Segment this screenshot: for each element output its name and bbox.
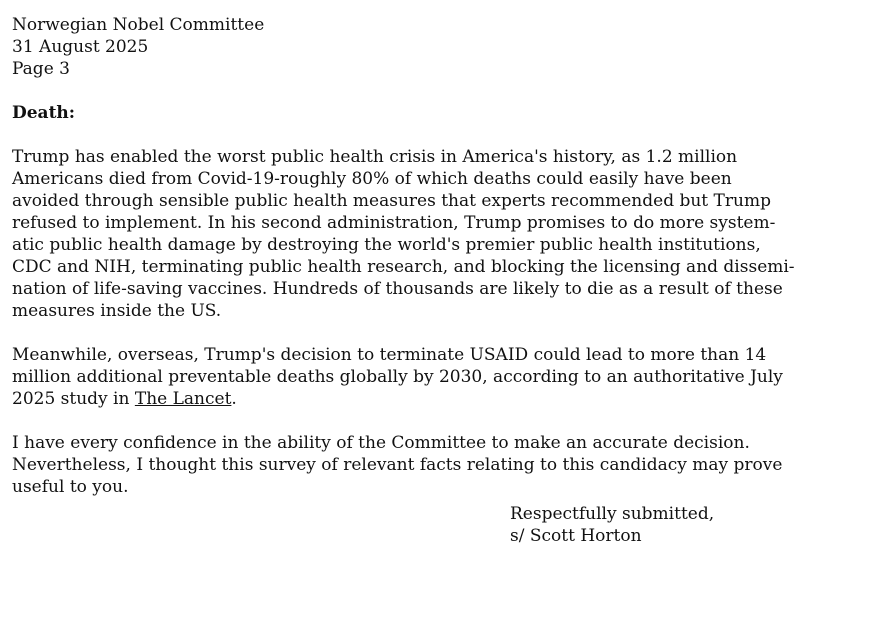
- signature-block: [510, 503, 714, 547]
- signer-name: s/ Scott Horton: [510, 526, 642, 546]
- recipient: Norwegian Nobel Committee: [12, 15, 265, 35]
- paragraph-line: nation of life-saving vaccines. Hundreds of thousands are likely to die as a result of these: [12, 279, 783, 299]
- paragraph-line: useful to you.: [12, 477, 129, 497]
- paragraph-line: CDC and NIH, terminating public health research, and blocking the licensing and dissemi-: [12, 257, 795, 277]
- letter-page: [12, 14, 862, 498]
- paragraph-line: atic public health damage by destroying the world's premier public health institutions,: [12, 235, 761, 255]
- paragraph-line: Trump has enabled the worst public health crisis in America's history, as 1.2 million: [12, 147, 738, 167]
- paragraph-line: Nevertheless, I thought this survey of relevant facts relating to this candidacy may prove: [12, 455, 783, 475]
- paragraph-line: I have every confidence in the ability of the Committee to make an accurate decision.: [12, 433, 750, 453]
- paragraph-line: avoided through sensible public health measures that experts recommended but Trump: [12, 191, 771, 211]
- paragraph-line: million additional preventable deaths globally by 2030, according to an authoritative July: [12, 367, 783, 387]
- paragraph-line: Meanwhile, overseas, Trump's decision to terminate USAID could lead to more than 14: [12, 345, 767, 365]
- paragraph-usaid: [12, 344, 862, 410]
- paragraph-health-crisis: [12, 146, 862, 322]
- closing-text: Respectfully submitted,: [510, 504, 715, 524]
- letter-date: 31 August 2025: [12, 37, 149, 57]
- letter-header: [12, 14, 862, 80]
- paragraph-line: measures inside the US.: [12, 301, 222, 321]
- paragraph-line: refused to implement. In his second administration, Trump promises to do more system-: [12, 213, 776, 233]
- journal-title: The Lancet: [134, 389, 232, 409]
- page-number: Page 3: [12, 59, 70, 79]
- paragraph-closing: [12, 432, 862, 498]
- paragraph-line-citation: [12, 388, 862, 410]
- citation-prefix: 2025 study in: [12, 389, 135, 409]
- citation-suffix: .: [231, 389, 237, 409]
- section-heading: Death:: [12, 103, 76, 123]
- paragraph-line: Americans died from Covid-19-roughly 80% of which deaths could easily have been: [12, 169, 732, 189]
